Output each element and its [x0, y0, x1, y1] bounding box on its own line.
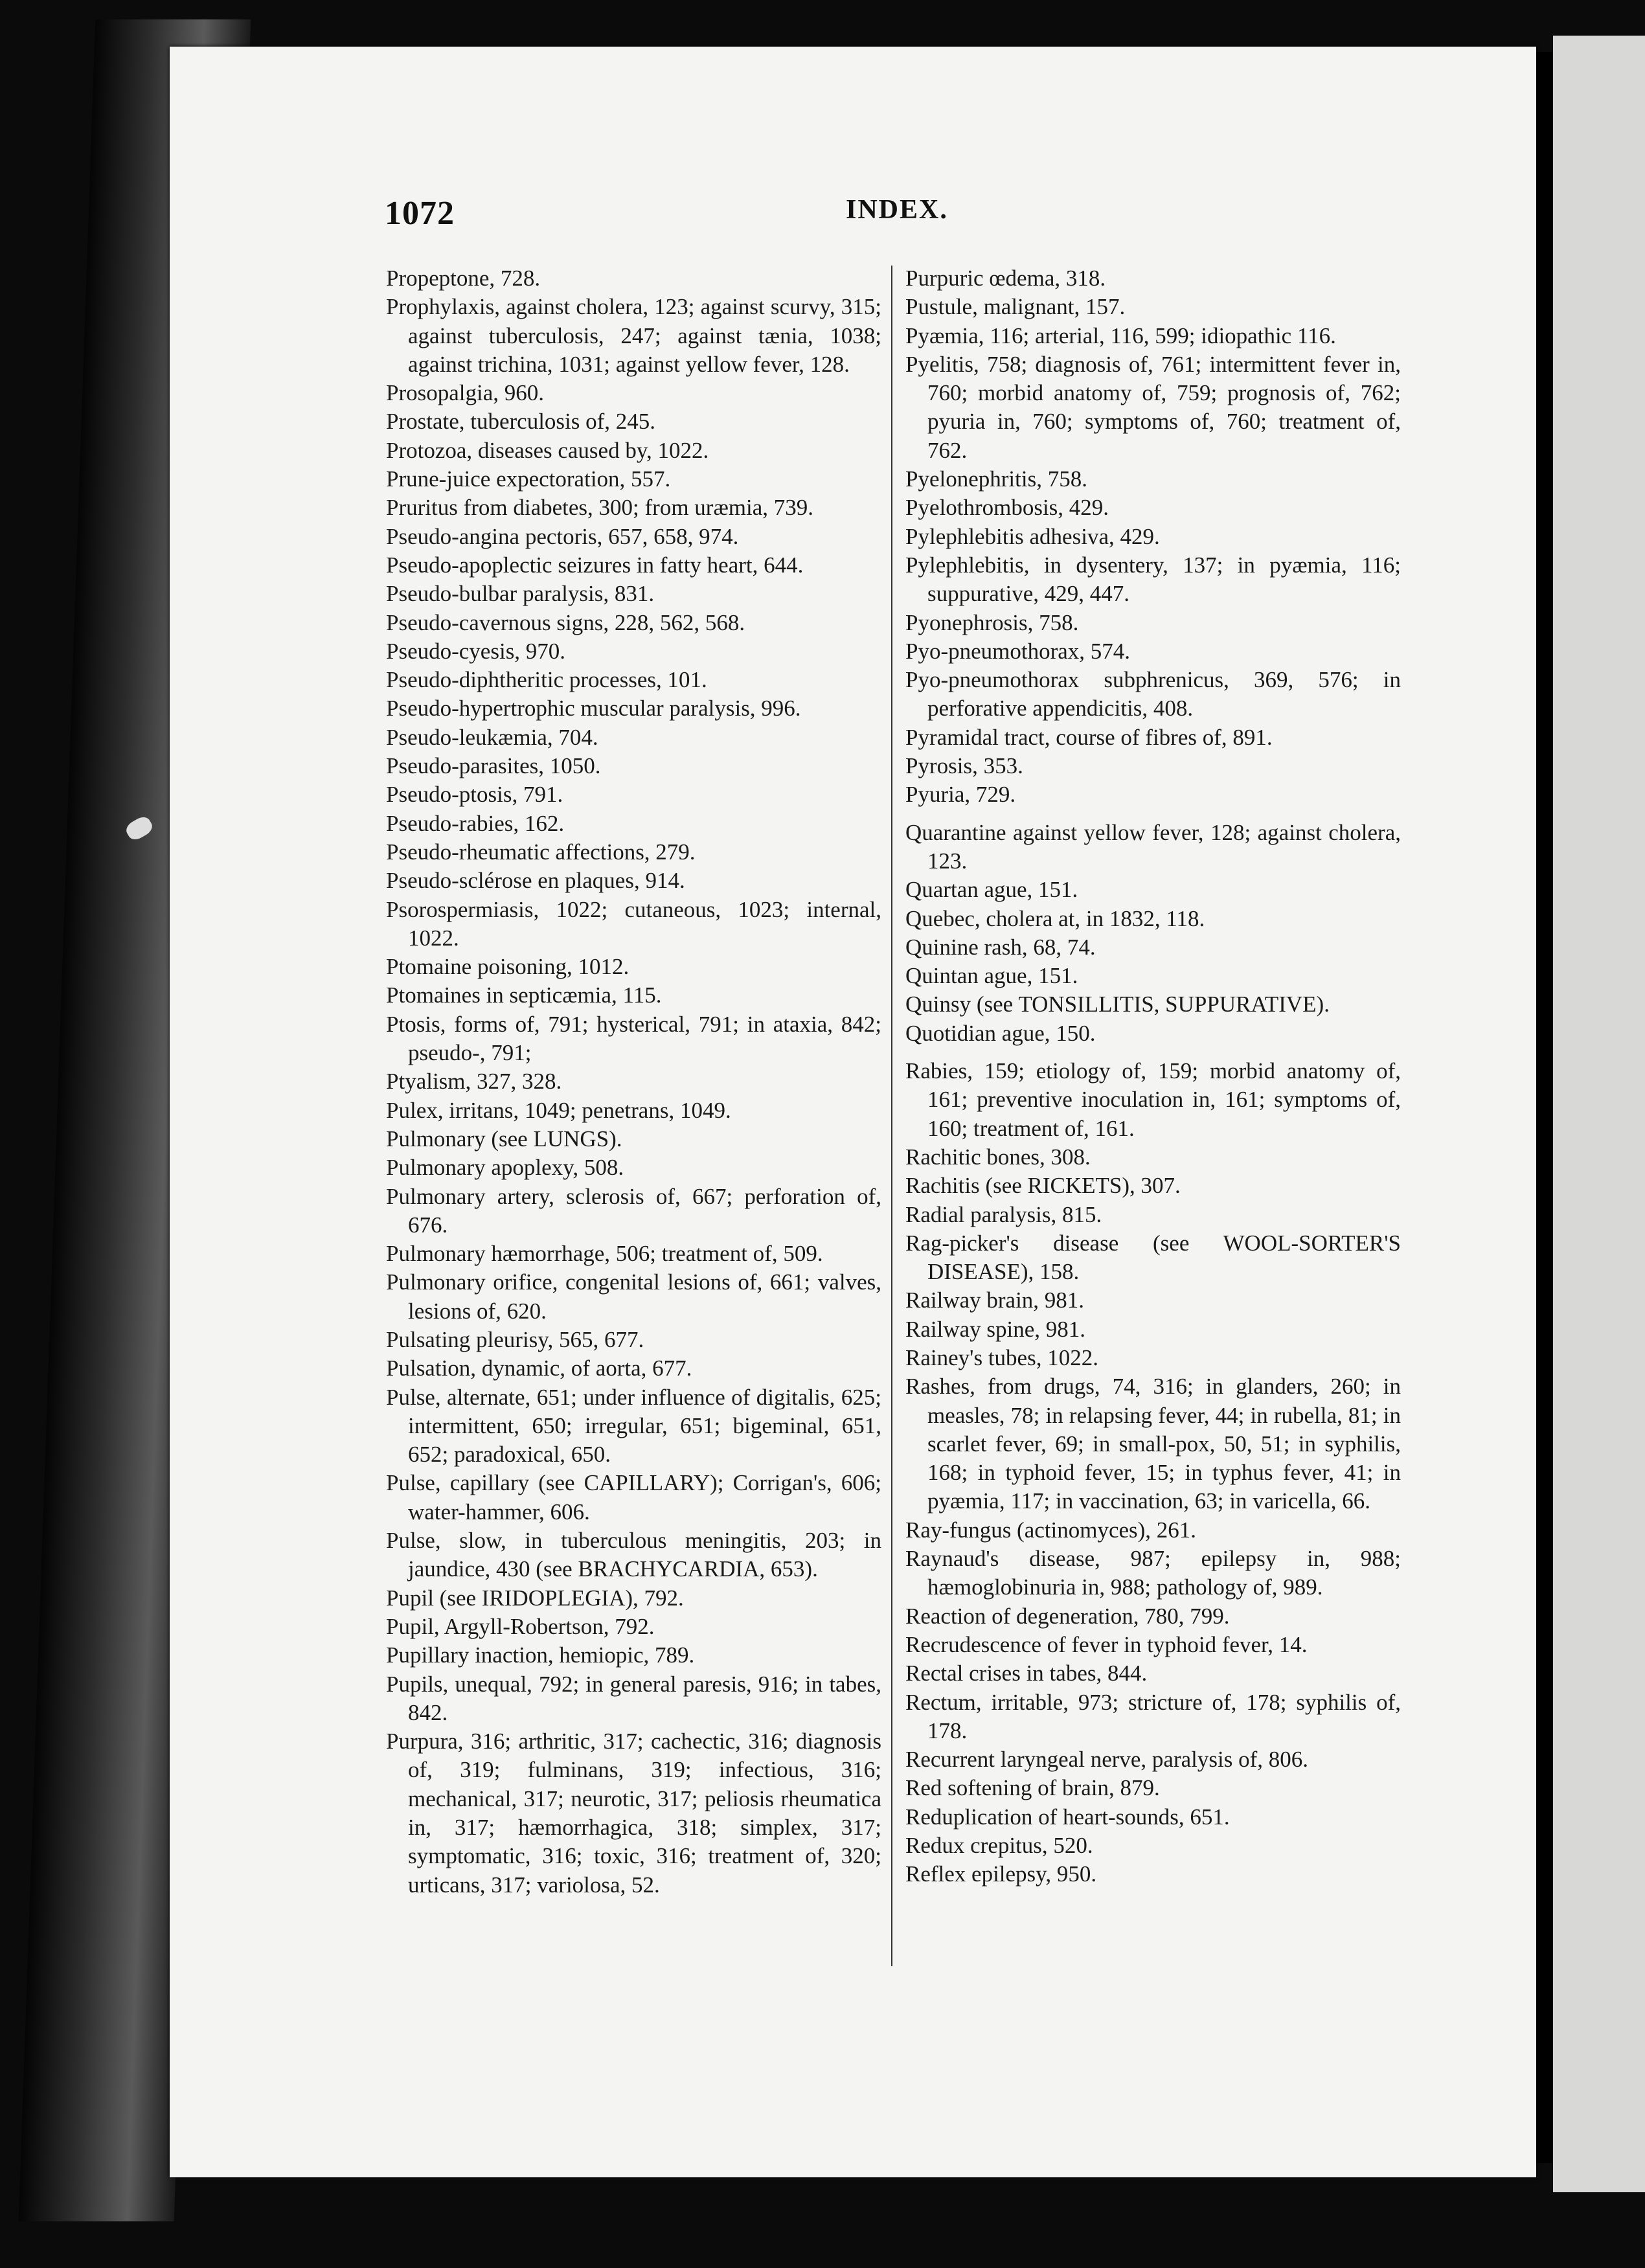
index-entry: Reaction of degeneration, 780, 799. [905, 1603, 1230, 1629]
index-entry: Pseudo-bulbar paralysis, 831. [386, 581, 655, 607]
index-entry: Pseudo-cyesis, 970. [386, 638, 566, 664]
index-entry: Pulsation, dynamic, of aorta, 677. [386, 1355, 692, 1381]
index-entry: Rachitis (see RICKETS), 307. [905, 1173, 1181, 1199]
index-entry: Pulsating pleurisy, 565, 677. [386, 1326, 644, 1352]
index-entry: Pseudo-rabies, 162. [386, 810, 565, 836]
page-number: 1072 [385, 195, 455, 232]
index-entry: Rag-picker's disease (see WOOL-SORTER'S DISEASE), 158. [905, 1230, 1401, 1285]
index-entry: Pupil, Argyll-Robertson, 792. [386, 1613, 655, 1639]
index-entry: Pyramidal tract, course of fibres of, 891. [905, 724, 1273, 750]
index-entry: Prosopalgia, 960. [386, 380, 545, 406]
index-entry: Quartan ague, 151. [905, 877, 1078, 903]
index-entry: Ptosis, forms of, 791; hysterical, 791; in ataxia, 842; pseudo-, 791; [386, 1011, 881, 1066]
next-page-leaf [1553, 36, 1645, 2192]
index-entry: Rashes, from drugs, 74, 316; in glanders, 260; in measles, 78; in relapsing fever, 44; in rubella, 81; in scarlet fever, 69; in small-pox, 50, 51; in syphilis, 168; in typhoid fever, 15; in typhus fever, 41; in pyæmia, 117; in vaccination, 63; in varicella, 66. [905, 1374, 1401, 1514]
index-entry: Pulse, slow, in tuberculous meningitis, 203; in jaundice, 430 (see BRACHYCARDIA, 653). [386, 1528, 881, 1582]
index-entry: Pupil (see IRIDOPLEGIA), 792. [386, 1585, 684, 1611]
index-entry: Pseudo-parasites, 1050. [386, 753, 601, 779]
index-entry: Propeptone, 728. [386, 266, 541, 291]
index-entry: Quebec, cholera at, in 1832, 118. [905, 905, 1205, 931]
index-entry: Pylephlebitis, in dysentery, 137; in pyæmia, 116; suppurative, 429, 447. [905, 552, 1401, 607]
index-entry: Pyrosis, 353. [905, 753, 1023, 779]
index-entry: Quotidian ague, 150. [905, 1020, 1096, 1046]
index-entry: Reflex epilepsy, 950. [905, 1861, 1097, 1887]
index-entry: Pylephlebitis adhesiva, 429. [905, 523, 1160, 549]
index-entry: Pulse, alternate, 651; under influence of digitalis, 625; intermittent, 650; irregular, 651; bigeminal, 651, 652; paradoxical, 650. [386, 1384, 881, 1468]
index-entry: Pulmonary apoplexy, 508. [386, 1155, 624, 1181]
index-entry: Pseudo-diphtheritic processes, 101. [386, 667, 707, 693]
index-entry: Pulmonary hæmorrhage, 506; treatment of, 509. [386, 1241, 823, 1267]
index-entry: Recrudescence of fever in typhoid fever, 14. [905, 1631, 1308, 1657]
running-title: INDEX. [846, 195, 948, 225]
index-entry: Purpuric œdema, 318. [905, 266, 1106, 291]
index-entry: Raynaud's disease, 987; epilepsy in, 988; hæmoglobinuria in, 988; pathology of, 989. [905, 1546, 1401, 1600]
index-entry: Radial paralysis, 815. [905, 1201, 1102, 1227]
index-entry: Rainey's tubes, 1022. [905, 1344, 1098, 1370]
index-entry: Rachitic bones, 308. [905, 1144, 1091, 1170]
index-entry: Pulex, irritans, 1049; penetrans, 1049. [386, 1097, 731, 1123]
index-entry: Railway spine, 981. [905, 1316, 1086, 1342]
index-entry: Pyelonephritis, 758. [905, 466, 1087, 492]
index-entry: Pupillary inaction, hemiopic, 789. [386, 1642, 695, 1668]
index-entry: Railway brain, 981. [905, 1287, 1085, 1313]
index-entry: Quarantine against yellow fever, 128; against cholera, 123. [905, 819, 1401, 874]
index-entry: Pupils, unequal, 792; in general paresis, 916; in tabes, 842. [386, 1671, 881, 1725]
index-entry: Pyo-pneumothorax subphrenicus, 369, 576; in perforative appendicitis, 408. [905, 667, 1401, 721]
index-entry: Recurrent laryngeal nerve, paralysis of, 806. [905, 1747, 1308, 1773]
index-entry: Quinsy (see TONSILLITIS, SUPPURATIVE). [905, 992, 1330, 1017]
index-entry: Ptomaines in septicæmia, 115. [386, 982, 662, 1008]
index-entry: Pyelitis, 758; diagnosis of, 761; intermittent fever in, 760; morbid anatomy of, 759; prognosis of, 762; pyuria in, 760; symptoms of, 760; treatment of, 762. [905, 351, 1401, 463]
index-entry: Pyelothrombosis, 429. [905, 495, 1109, 521]
index-entry: Rectum, irritable, 973; stricture of, 178; syphilis of, 178. [905, 1689, 1401, 1743]
index-entry: Pulmonary artery, sclerosis of, 667; perforation of, 676. [386, 1183, 881, 1238]
letter-section-gap [905, 810, 1401, 819]
index-entry: Pulse, capillary (see CAPILLARY); Corrigan's, 606; water-hammer, 606. [386, 1470, 881, 1525]
index-entry: Pyæmia, 116; arterial, 116, 599; idiopathic 116. [905, 323, 1336, 348]
index-entry: Rabies, 159; etiology of, 159; morbid anatomy of, 161; preventive inoculation in, 161; symptoms of, 160; treatment of, 161. [905, 1058, 1401, 1141]
index-entry: Pseudo-apoplectic seizures in fatty heart, 644. [386, 552, 804, 578]
index-entry: Pseudo-sclérose en plaques, 914. [386, 868, 685, 894]
index-entry: Pseudo-leukæmia, 704. [386, 724, 598, 750]
index-entry: Ptyalism, 327, 328. [386, 1069, 562, 1094]
index-entry: Pustule, malignant, 157. [905, 294, 1126, 320]
column-rule [891, 266, 892, 1966]
index-entry: Prostate, tuberculosis of, 245. [386, 409, 656, 435]
index-entry: Redux crepitus, 520. [905, 1833, 1093, 1859]
index-entry: Pruritus from diabetes, 300; from uræmia, 739. [386, 495, 814, 521]
index-entry: Psorospermiasis, 1022; cutaneous, 1023; internal, 1022. [386, 896, 881, 951]
letter-section-gap [905, 1048, 1401, 1057]
index-entry: Ptomaine poisoning, 1012. [386, 954, 630, 980]
index-entry: Pseudo-ptosis, 791. [386, 782, 563, 808]
index-entry: Quintan ague, 151. [905, 963, 1078, 989]
index-column-right [905, 264, 1401, 1889]
index-entry: Pulmonary (see LUNGS). [386, 1126, 622, 1151]
index-entry: Pulmonary orifice, congenital lesions of, 661; valves, lesions of, 620. [386, 1269, 881, 1324]
index-entry: Quinine rash, 68, 74. [905, 934, 1096, 960]
index-entry: Rectal crises in tabes, 844. [905, 1661, 1148, 1686]
index-entry: Prune-juice expectoration, 557. [386, 466, 671, 492]
page-edge-shadow [1536, 52, 1553, 2163]
index-entry: Red softening of brain, 879. [905, 1775, 1160, 1801]
index-entry: Pyonephrosis, 758. [905, 609, 1079, 635]
index-entry: Pyuria, 729. [905, 782, 1016, 808]
index-column-left [386, 264, 881, 1899]
index-entry: Pseudo-cavernous signs, 228, 562, 568. [386, 609, 745, 635]
index-entry: Protozoa, diseases caused by, 1022. [386, 437, 709, 463]
index-entry: Pseudo-rheumatic affections, 279. [386, 839, 696, 865]
index-entry: Ray-fungus (actinomyces), 261. [905, 1517, 1197, 1543]
index-entry: Reduplication of heart-sounds, 651. [905, 1804, 1230, 1830]
page-header [385, 194, 1401, 233]
index-entry: Prophylaxis, against cholera, 123; against scurvy, 315; against tuberculosis, 247; against tænia, 1038; against trichina, 1031; against yellow fever, 128. [386, 294, 881, 377]
index-entry: Pyo-pneumothorax, 574. [905, 638, 1131, 664]
index-entry: Pseudo-hypertrophic muscular paralysis, 996. [386, 696, 801, 721]
index-entry: Purpura, 316; arthritic, 317; cachectic, 316; diagnosis of, 319; fulminans, 319; infectious, 316; mechanical, 317; neurotic, 317; peliosis rheumatica in, 317; hæmorrhagica, 318; simplex, 317; symptomatic, 316; toxic, 316; treatment of, 320; urticans, 317; variolosa, 52. [386, 1729, 881, 1898]
index-entry: Pseudo-angina pectoris, 657, 658, 974. [386, 523, 739, 549]
